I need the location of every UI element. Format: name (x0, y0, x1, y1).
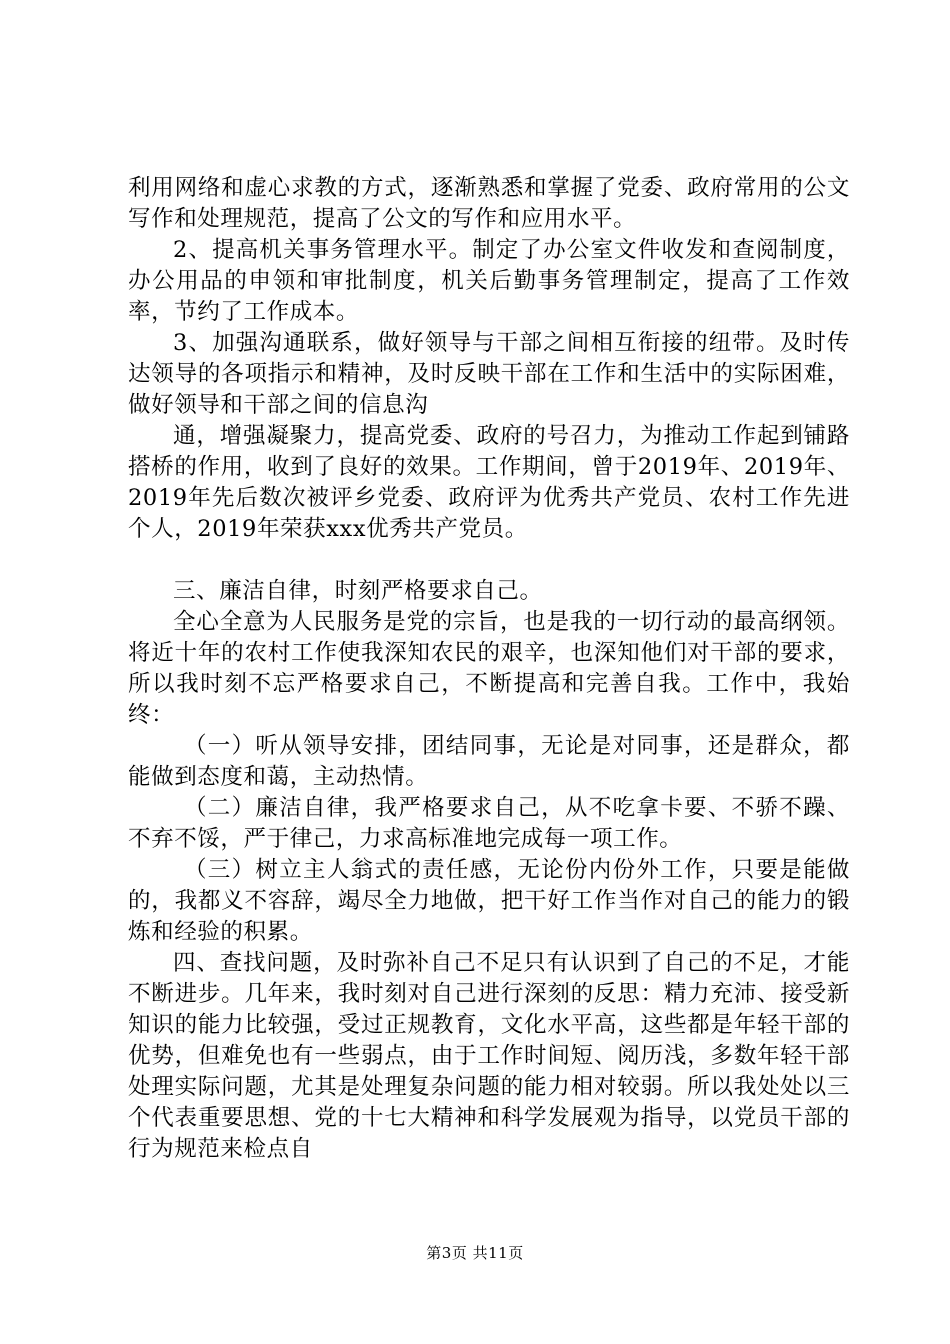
paragraph-sub-item-2: （二）廉洁自律，我严格要求自己，从不吃拿卡要、不骄不躁、不弃不馁，严于律己，力求高标准地完成每一项工作。 (128, 795, 850, 852)
paragraph-sub-item-3: （三）树立主人翁式的责任感，无论份内份外工作，只要是能做的，我都义不容辞，竭尽全力地做，把干好工作当作对自己的能力的锻炼和经验的积累。 (128, 857, 850, 945)
paragraph-continuation: 利用网络和虚心求教的方式，逐渐熟悉和掌握了党委、政府常用的公文写作和处理规范，提高了公文的写作和应用水平。 (128, 175, 850, 232)
section-heading-three: 三、廉洁自律，时刻严格要求自己。 (173, 578, 543, 604)
paragraph-gap (128, 545, 850, 576)
paragraph-item-2: 2、提高机关事务管理水平。制定了办公室文件收发和查阅制度，办公用品的申领和审批制度，机关后勤事务管理制定，提高了工作效率，节约了工作成本。 (128, 237, 850, 325)
paragraph-item-3: 3、加强沟通联系，做好领导与干部之间相互衔接的纽带。及时传达领导的各项指示和精神，及时反映干部在工作和生活中的实际困难，做好领导和干部之间的信息沟 (128, 330, 850, 418)
paragraph-sub-item-1: （一）听从领导安排，团结同事，无论是对同事，还是群众，都能做到态度和蔼，主动热情。 (128, 733, 850, 790)
paragraph-item-3-continued: 通，增强凝聚力，提高党委、政府的号召力，为推动工作起到铺路搭桥的作用，收到了良好的效果。工作期间，曾于2019年、2019年、2019年先后数次被评乡党委、政府评为优秀共产党员、农村工作先进个人，2019年荣获xxx优秀共产党员。 (128, 423, 850, 542)
page-number-footer: 第3页 共11页 (426, 1244, 524, 1262)
document-body (128, 173, 850, 1165)
paragraph-section-three-intro: 全心全意为人民服务是党的宗旨，也是我的一切行动的最高纲领。将近十年的农村工作使我深知农民的艰辛，也深知他们对干部的要求，所以我时刻不忘严格要求自己，不断提高和完善自我。工作中，我始终： (128, 609, 850, 728)
section-four-paragraph: 四、查找问题，及时弥补自己不足只有认识到了自己的不足，才能不断进步。几年来，我时刻对自己进行深刻的反思：精力充沛、接受新知识的能力比较强，受过正规教育，文化水平高，这些都是年轻干部的优势，但难免也有一些弱点，由于工作时间短、阅历浅，多数年轻干部处理实际问题，尤其是处理复杂问题的能力相对较弱。所以我处处以三个代表重要思想、党的十七大精神和科学发展观为指导，以党员干部的行为规范来检点自 (128, 950, 850, 1162)
